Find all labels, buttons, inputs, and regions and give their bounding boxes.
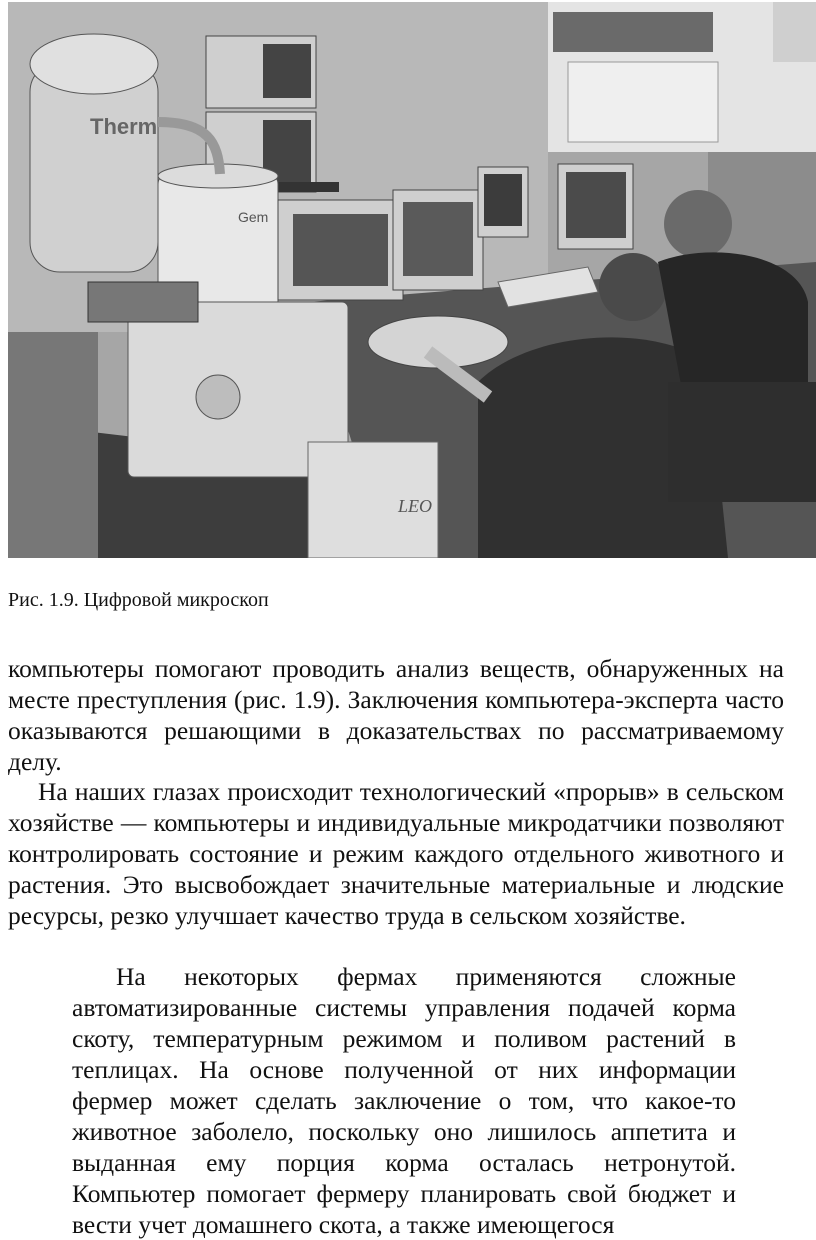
paragraph-3: На некоторых фермах применяются сложные автоматизированные системы управления подачей корма скоту, температурным режимом и поливом растений в теплицах. На основе полученной от них информации фермер может сделать заключение о том, что какое-то животное заболело, поскольку оно лишилось аппетита и выданная ему порция корма осталась нетронутой. Компьютер помогает фермеру планировать свой бюджет и вести учет домашнего скота, а также имеющегося bbox=[72, 962, 736, 1239]
cabinet-brand-label: LEO bbox=[398, 496, 433, 516]
paragraph-1: компьютеры помогают проводить анализ веществ, обнаруженных на месте преступления (рис. 1.9). Заключения компьютера-эксперта часто оказываются решающими в доказательствах по рассматриваемому делу. bbox=[8, 654, 784, 776]
column-brand-label: Gem bbox=[238, 209, 269, 225]
digital-microscope-photo bbox=[8, 2, 816, 558]
figure-caption: Рис. 1.9. Цифровой микроскоп bbox=[8, 589, 269, 611]
paragraph-2: На наших глазах происходит технологический «прорыв» в сельском хозяйстве — компьютеры и индивидуальные микродатчики позволяют контролировать состояние и режим каждого отдельного животного и растения. Это высвобождает значительные материальные и людские ресурсы, резко улучшает качество труда в сельском хозяйстве. bbox=[8, 777, 784, 930]
dewar-brand-label: Therm bbox=[90, 114, 158, 139]
